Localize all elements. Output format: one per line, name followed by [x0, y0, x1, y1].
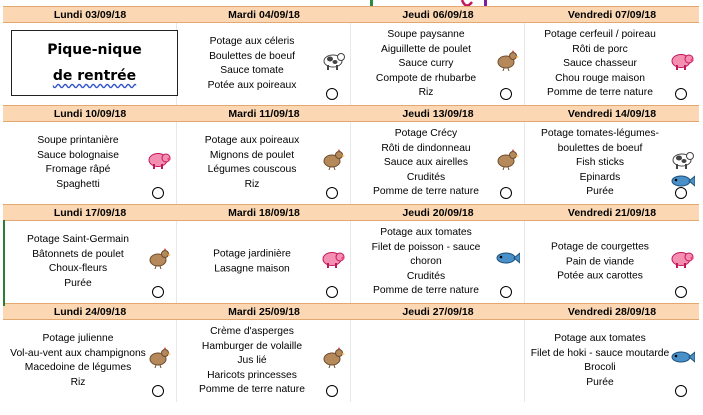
menu-items [177, 35, 327, 93]
day-header: Mardi 04/09/18 [177, 6, 351, 23]
week-marker [3, 220, 5, 306]
day-header: Jeudi 27/09/18 [351, 303, 525, 320]
menu-item: Potage julienne [42, 333, 114, 344]
day-header: Lundi 17/09/18 [3, 204, 177, 221]
menu-item: boulettes de boeuf [557, 142, 643, 154]
menu-item: Haricots princesses [207, 369, 297, 381]
menu-cell [525, 320, 699, 402]
menu-item: Fish sticks [575, 156, 625, 168]
menu-item: Lasagne maison [214, 263, 290, 274]
menu-items [177, 248, 327, 277]
menu-item: Macedoine de légumes [24, 362, 132, 373]
menu-item: Crudités [406, 270, 446, 282]
menu-item: Brocoli [584, 362, 616, 373]
menu-cell [351, 320, 525, 402]
meal-checkbox[interactable] [326, 286, 338, 298]
menu-item: Choux-fleurs [48, 263, 108, 274]
menu-item: Potage Crécy [394, 127, 458, 139]
menu-items [3, 233, 153, 291]
menu-item: Aiguillette de poulet [381, 43, 471, 55]
menu-cell [3, 320, 177, 402]
menu-items [3, 134, 153, 192]
menu-cell [3, 122, 177, 204]
menu-item: Rôti de porc [572, 43, 628, 55]
picnic-line: Pique-nique [47, 42, 142, 58]
menu-items [177, 325, 327, 398]
menu-item: Sauce curry [398, 57, 454, 69]
menu-item: Pomme de terre nature [373, 185, 479, 197]
menu-item: Crème d'asperges [210, 325, 294, 337]
menu-item: Pomme de terre nature [373, 284, 479, 296]
meal-checkbox[interactable] [326, 385, 338, 397]
picnic-line: de rentrée [52, 68, 137, 84]
menu-item: Potée aux poireaux [207, 79, 297, 91]
menu-item: Purée [64, 277, 92, 289]
menu-cell [351, 23, 525, 105]
day-header: Vendredi 21/09/18 [525, 204, 699, 221]
menu-item: Hamburger de volaille [201, 340, 303, 352]
menu-item: Epinards [579, 171, 621, 183]
menu-item: Pain de viande [565, 255, 635, 267]
menu-item: Chou rouge maison [555, 72, 645, 84]
day-header: Lundi 10/09/18 [3, 105, 177, 122]
menu-item: Sauce chasseur [563, 57, 637, 69]
menu-items [525, 127, 675, 200]
menu-items [177, 134, 327, 192]
menu-cell [177, 320, 351, 402]
menu-item: Soupe printanière [37, 135, 119, 146]
meal-checkbox[interactable] [326, 88, 338, 100]
menu-item: Riz [244, 178, 260, 190]
menu-item: Potée aux carottes [557, 270, 643, 282]
day-header: Jeudi 13/09/18 [351, 105, 525, 122]
menu-item: Potage de courgettes [551, 241, 649, 253]
menu-item: Soupe paysanne [387, 28, 465, 40]
menu-cell [525, 221, 699, 303]
menu-item: Jus lié [237, 354, 267, 366]
menu-item: choron [410, 255, 442, 267]
menu-item: Compote de rhubarbe [375, 72, 477, 84]
menu-item: Bâtonnets de poulet [32, 248, 124, 260]
menu-items [525, 332, 675, 390]
menu-item: Riz [418, 86, 434, 98]
menu-items [351, 28, 501, 101]
day-header: Lundi 24/09/18 [3, 303, 177, 320]
menu-item: Filet de hoki - sauce moutarde [530, 347, 670, 359]
menu-items [351, 226, 501, 299]
menu-grid [3, 6, 699, 410]
menu-item: Sauce aux airelles [383, 156, 469, 168]
day-header: Vendredi 28/09/18 [525, 303, 699, 320]
menu-items [351, 127, 501, 200]
menu-item: Riz [70, 376, 86, 388]
day-header: Jeudi 20/09/18 [351, 204, 525, 221]
menu-item: Purée [586, 185, 614, 197]
meal-checkbox[interactable] [152, 385, 164, 397]
day-header: Lundi 03/09/18 [3, 6, 177, 23]
menu-cell [3, 221, 177, 303]
menu-item: Vol-au-vent aux champignons [10, 347, 146, 359]
meal-checkbox[interactable] [500, 286, 512, 298]
meal-checkbox[interactable] [675, 88, 687, 100]
menu-item: Boulettes de boeuf [209, 50, 295, 62]
menu-item: Potage aux céleris [209, 36, 295, 47]
menu-cell [525, 122, 699, 204]
menu-item: Potage aux tomates [554, 333, 646, 344]
meal-checkbox[interactable] [675, 385, 687, 397]
menu-item: Potage tomates-légumes- [541, 127, 659, 139]
menu-cell [177, 23, 351, 105]
day-header: Mardi 18/09/18 [177, 204, 351, 221]
meal-checkbox[interactable] [152, 187, 164, 199]
menu-cell [3, 23, 177, 105]
menu-item: Potage Saint-Germain [27, 234, 129, 245]
menu-item: Potage cerfeuil / poireau [544, 28, 656, 40]
menu-cell [525, 23, 699, 105]
menu-items [3, 332, 153, 390]
day-header: Mardi 25/09/18 [177, 303, 351, 320]
menu-item: Potage aux tomates [380, 226, 472, 238]
menu-items [525, 28, 675, 101]
day-header: Vendredi 14/09/18 [525, 105, 699, 122]
meal-checkbox[interactable] [675, 286, 687, 298]
meal-checkbox[interactable] [675, 187, 687, 199]
day-header: Mardi 11/09/18 [177, 105, 351, 122]
menu-item: Purée [586, 376, 614, 388]
menu-item: Rôti de dindonneau [381, 142, 471, 154]
menu-item: Sauce bolognaise [37, 149, 119, 161]
meal-checkbox[interactable] [500, 187, 512, 199]
meal-checkbox[interactable] [326, 187, 338, 199]
menu-item: Légumes couscous [207, 164, 297, 175]
day-header: Jeudi 06/09/18 [351, 6, 525, 23]
meal-checkbox[interactable] [500, 88, 512, 100]
menu-item: Fromage râpé [45, 164, 111, 175]
menu-item: Spaghetti [56, 178, 100, 190]
menu-item: Pomme de terre nature [199, 383, 305, 395]
menu-cell [177, 221, 351, 303]
menu-cell [351, 221, 525, 303]
meal-checkbox[interactable] [152, 286, 164, 298]
menu-cell [177, 122, 351, 204]
menu-items [525, 240, 675, 284]
menu-item: Potage aux poireaux [204, 135, 300, 146]
menu-item: Potage jardinière [213, 248, 291, 260]
menu-cell [351, 122, 525, 204]
menu-item: Mignons de poulet [209, 149, 295, 161]
menu-item: Pomme de terre nature [547, 86, 653, 98]
menu-item: Crudités [406, 171, 446, 183]
menu-item: Sauce tomate [220, 65, 284, 76]
picnic-box [11, 30, 178, 96]
day-header: Vendredi 07/09/18 [525, 6, 699, 23]
menu-item: Filet de poisson - sauce [371, 241, 481, 253]
